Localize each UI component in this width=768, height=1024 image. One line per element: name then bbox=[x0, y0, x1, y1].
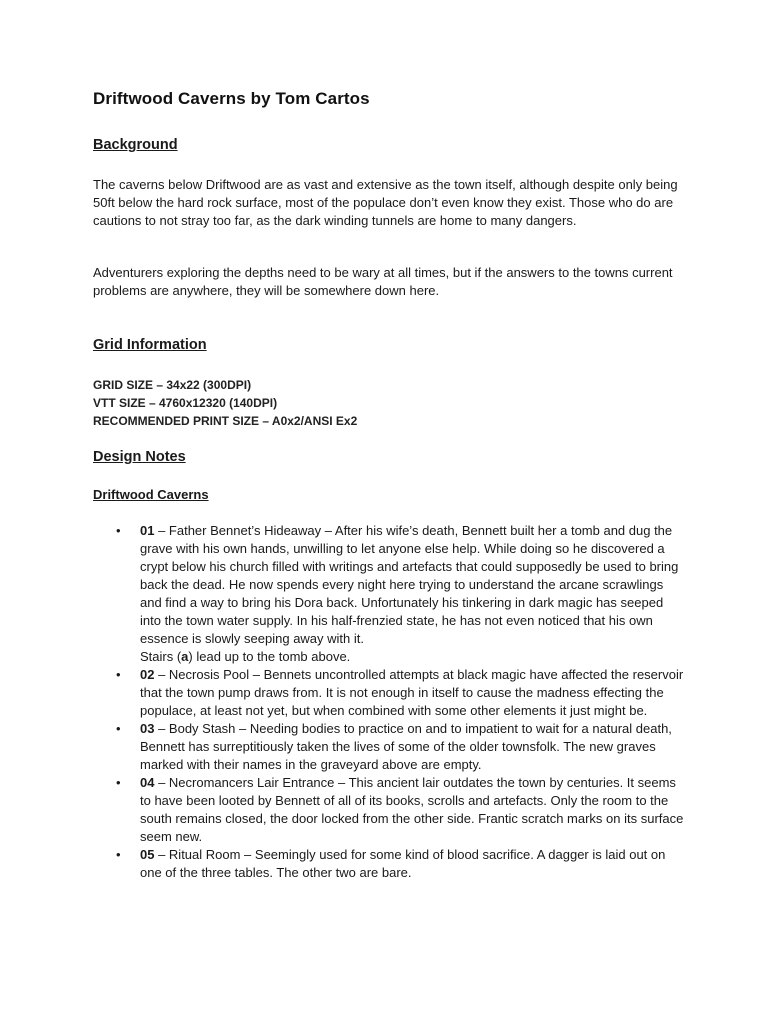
vtt-size-line: VTT SIZE – 4760x12320 (140DPI) bbox=[93, 396, 278, 410]
list-item bbox=[116, 666, 685, 720]
extra-note-text: ) lead up to the tomb above. bbox=[188, 649, 351, 664]
area-number: 04 bbox=[140, 775, 155, 790]
area-description: – Ritual Room – Seemingly used for some kind of blood sacrifice. A dagger is laid out on one of the three tables. The other two are bare. bbox=[140, 847, 666, 880]
background-paragraph-1: The caverns below Driftwood are as vast and extensive as the town itself, although despite only being 50ft below the hard rock surface, most of the populace don’t even know they exist. Those who do are cautions to not stray too far, as the dark winding tunnels are home to many dangers. bbox=[93, 177, 678, 228]
area-description: – Father Bennet’s Hideaway – After his wife’s death, Bennett built her a tomb and dug the grave with his own hands, unwilling to let anyone else help. While doing so he discovered a crypt below his church filled with writings and artefacts that could supposedly be used to bring back the dead. He now spends every night here trying to understand the arcane scrawlings and find a way to bring his Dora back. Unfortunately his tinkering in dark magic has seeped into the town water supply. In his half-frenzied state, he has not even noticed that his own essence is slowly seeping away with it. bbox=[140, 523, 679, 646]
design-notes-heading: Design Notes bbox=[93, 449, 186, 465]
grid-information-heading: Grid Information bbox=[93, 337, 207, 353]
list-item bbox=[116, 774, 685, 846]
driftwood-caverns-subheading: Driftwood Caverns bbox=[93, 487, 209, 502]
area-number: 05 bbox=[140, 847, 155, 862]
area-description: – Body Stash – Needing bodies to practice on and to impatient to wait for a natural death, Bennett has surreptitiously taken the lives of some of the older townsfolk. The new graves marked with their names in the graveyard above are empty. bbox=[140, 721, 672, 772]
background-heading: Background bbox=[93, 137, 178, 153]
grid-information-list bbox=[93, 376, 357, 430]
bullet-icon: • bbox=[116, 667, 121, 682]
design-notes-list bbox=[116, 522, 685, 882]
print-size-line: RECOMMENDED PRINT SIZE – A0x2/ANSI Ex2 bbox=[93, 414, 358, 428]
area-number: 02 bbox=[140, 667, 155, 682]
background-paragraph-2: Adventurers exploring the depths need to be wary at all times, but if the answers to the towns current problems are anywhere, they will be somewhere down here. bbox=[93, 265, 673, 298]
bullet-icon: • bbox=[116, 523, 121, 538]
bullet-icon: • bbox=[116, 847, 121, 862]
extra-note-text: Stairs ( bbox=[140, 649, 182, 664]
list-item bbox=[116, 846, 685, 882]
area-number: 03 bbox=[140, 721, 155, 736]
document-title: Driftwood Caverns by Tom Cartos bbox=[93, 89, 370, 108]
bullet-icon: • bbox=[116, 721, 121, 736]
area-description: – Necrosis Pool – Bennets uncontrolled attempts at black magic have affected the reservoir that the town pump draws from. It is not enough in itself to cause the madness effecting the populace, at least not yet, but when combined with some other elements it just might be. bbox=[140, 667, 684, 718]
list-item bbox=[116, 522, 685, 666]
list-item bbox=[116, 720, 685, 774]
extra-note-marker: a bbox=[181, 649, 189, 664]
area-description: – Necromancers Lair Entrance – This ancient lair outdates the town by centuries. It seems to have been looted by Bennett of all of its books, scrolls and artefacts. Only the room to the south remains closed, the door locked from the other side. Frantic scratch marks on its surface seem new. bbox=[140, 775, 684, 844]
grid-size-line: GRID SIZE – 34x22 (300DPI) bbox=[93, 378, 252, 392]
area-extra-note bbox=[140, 648, 685, 666]
bullet-icon: • bbox=[116, 775, 121, 790]
area-number: 01 bbox=[140, 523, 155, 538]
